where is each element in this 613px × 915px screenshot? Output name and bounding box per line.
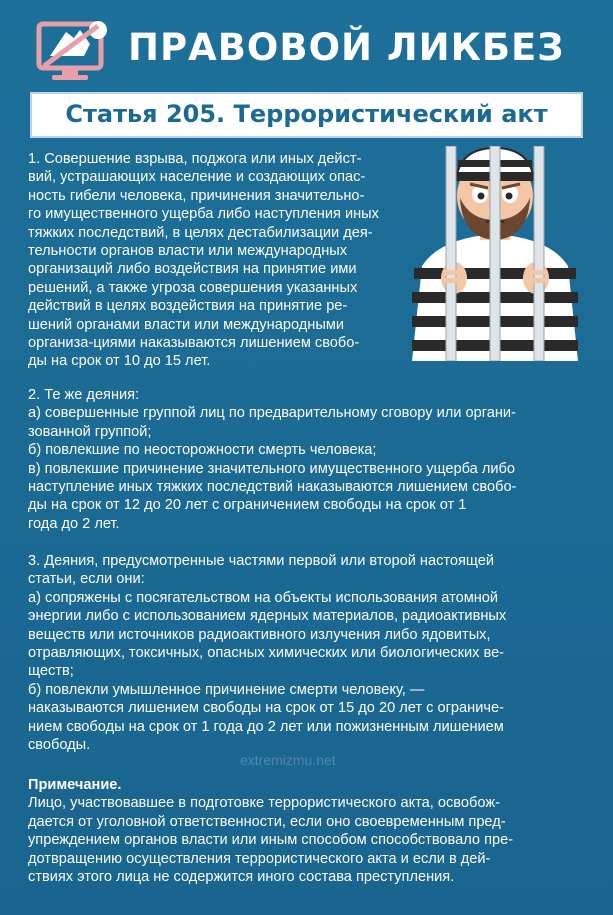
text-line: б) повлекшие по неосторожности смерть человека; (28, 442, 377, 459)
text-line: а) сопряжены с посягательством на объекты использования атомной (28, 589, 499, 606)
text-line: организа-циями наказываются лишением свобо- (28, 335, 360, 352)
article-part-3 (28, 552, 588, 754)
text-line: вий, устрашающих население и создающих опас- (28, 169, 366, 186)
text-line: веществ или источников радиоактивного излучения либо ядовитых, (28, 626, 491, 643)
text-line: тельности органов власти или международных (28, 243, 348, 260)
header-title: ПРАВОВОЙ ЛИКБЕЗ (128, 26, 565, 69)
text-line: Лицо, участвовавшее в подготовке террористического акта, освобож- (28, 795, 500, 812)
text-line: отравляющих, токсичных, опасных химических или биологических ве- (28, 645, 505, 662)
text-line: дотвращению осуществления террористического акта и если в дей- (28, 850, 491, 867)
tv-no-terror-icon (36, 16, 112, 84)
prisoner-behind-bars-icon (400, 146, 590, 361)
text-line: упреждением органов власти или иным способом способствовало пре- (28, 832, 514, 849)
text-line: ствиях этого лица не содержится иного состава преступления. (28, 869, 455, 886)
text-line: года до 2 лет. (28, 515, 120, 532)
text-line: а) совершенные группой лиц по предварительному сговору или органи- (28, 405, 516, 422)
text-line: 3. Деяния, предусмотренные частями первой или второй настоящей (28, 553, 495, 569)
article-banner (30, 92, 583, 138)
text-line: наказываются лишением свободы на срок от 15 до 20 лет с ограниче- (28, 700, 504, 717)
text-line: дается от уголовной ответственности, если оно своевременным пред- (28, 813, 506, 830)
text-line: ность гибели человека, причинения значительно- (28, 187, 365, 204)
note-section (28, 776, 588, 886)
text-line: б) повлекли умышленное причинение смерти человеку, — (28, 681, 425, 698)
watermark: extremizmu.net (240, 752, 336, 768)
article-part-2 (28, 386, 588, 533)
header (0, 8, 613, 84)
text-line: организаций либо воздействия на принятие ими (28, 261, 357, 278)
text-line: нием свободы на срок от 1 года до 2 лет или пожизненным лишением (28, 718, 504, 735)
text-line: ществ; (28, 663, 74, 680)
text-line: ды на срок от 12 до 20 лет с ограничением свободы на срок от 1 (28, 497, 467, 514)
text-line: статьи, если они: (28, 571, 145, 588)
text-line: энергии либо с использованием ядерных материалов, радиоактивных (28, 608, 507, 625)
note-heading: Примечание. (28, 777, 122, 793)
text-line: 2. Те же деяния: (28, 387, 140, 403)
text-line: в) повлекшие причинение значительного имущественного ущерба либо (28, 460, 515, 477)
text-line: ды на срок от 10 до 15 лет. (28, 353, 211, 370)
text-line: решений, а также угроза совершения указанных (28, 279, 358, 296)
text-line: свободы. (28, 737, 91, 754)
text-line: зованной группой; (28, 423, 152, 440)
text-line: 1. Совершение взрыва, поджога или иных дейст- (28, 151, 362, 167)
text-line: наступление иных тяжких последствий наказываются лишением свобо- (28, 479, 517, 496)
article-part-1 (28, 150, 400, 371)
article-title: Статья 205. Террористический акт (65, 100, 548, 128)
text-line: шений органами власти или международными (28, 316, 345, 333)
text-line: тяжких последствий, в целях дестабилизации дея- (28, 224, 373, 241)
text-line: го имущественного ущерба либо наступления иных (28, 206, 379, 223)
text-line: действий в целях воздействия на принятие ре- (28, 298, 348, 315)
